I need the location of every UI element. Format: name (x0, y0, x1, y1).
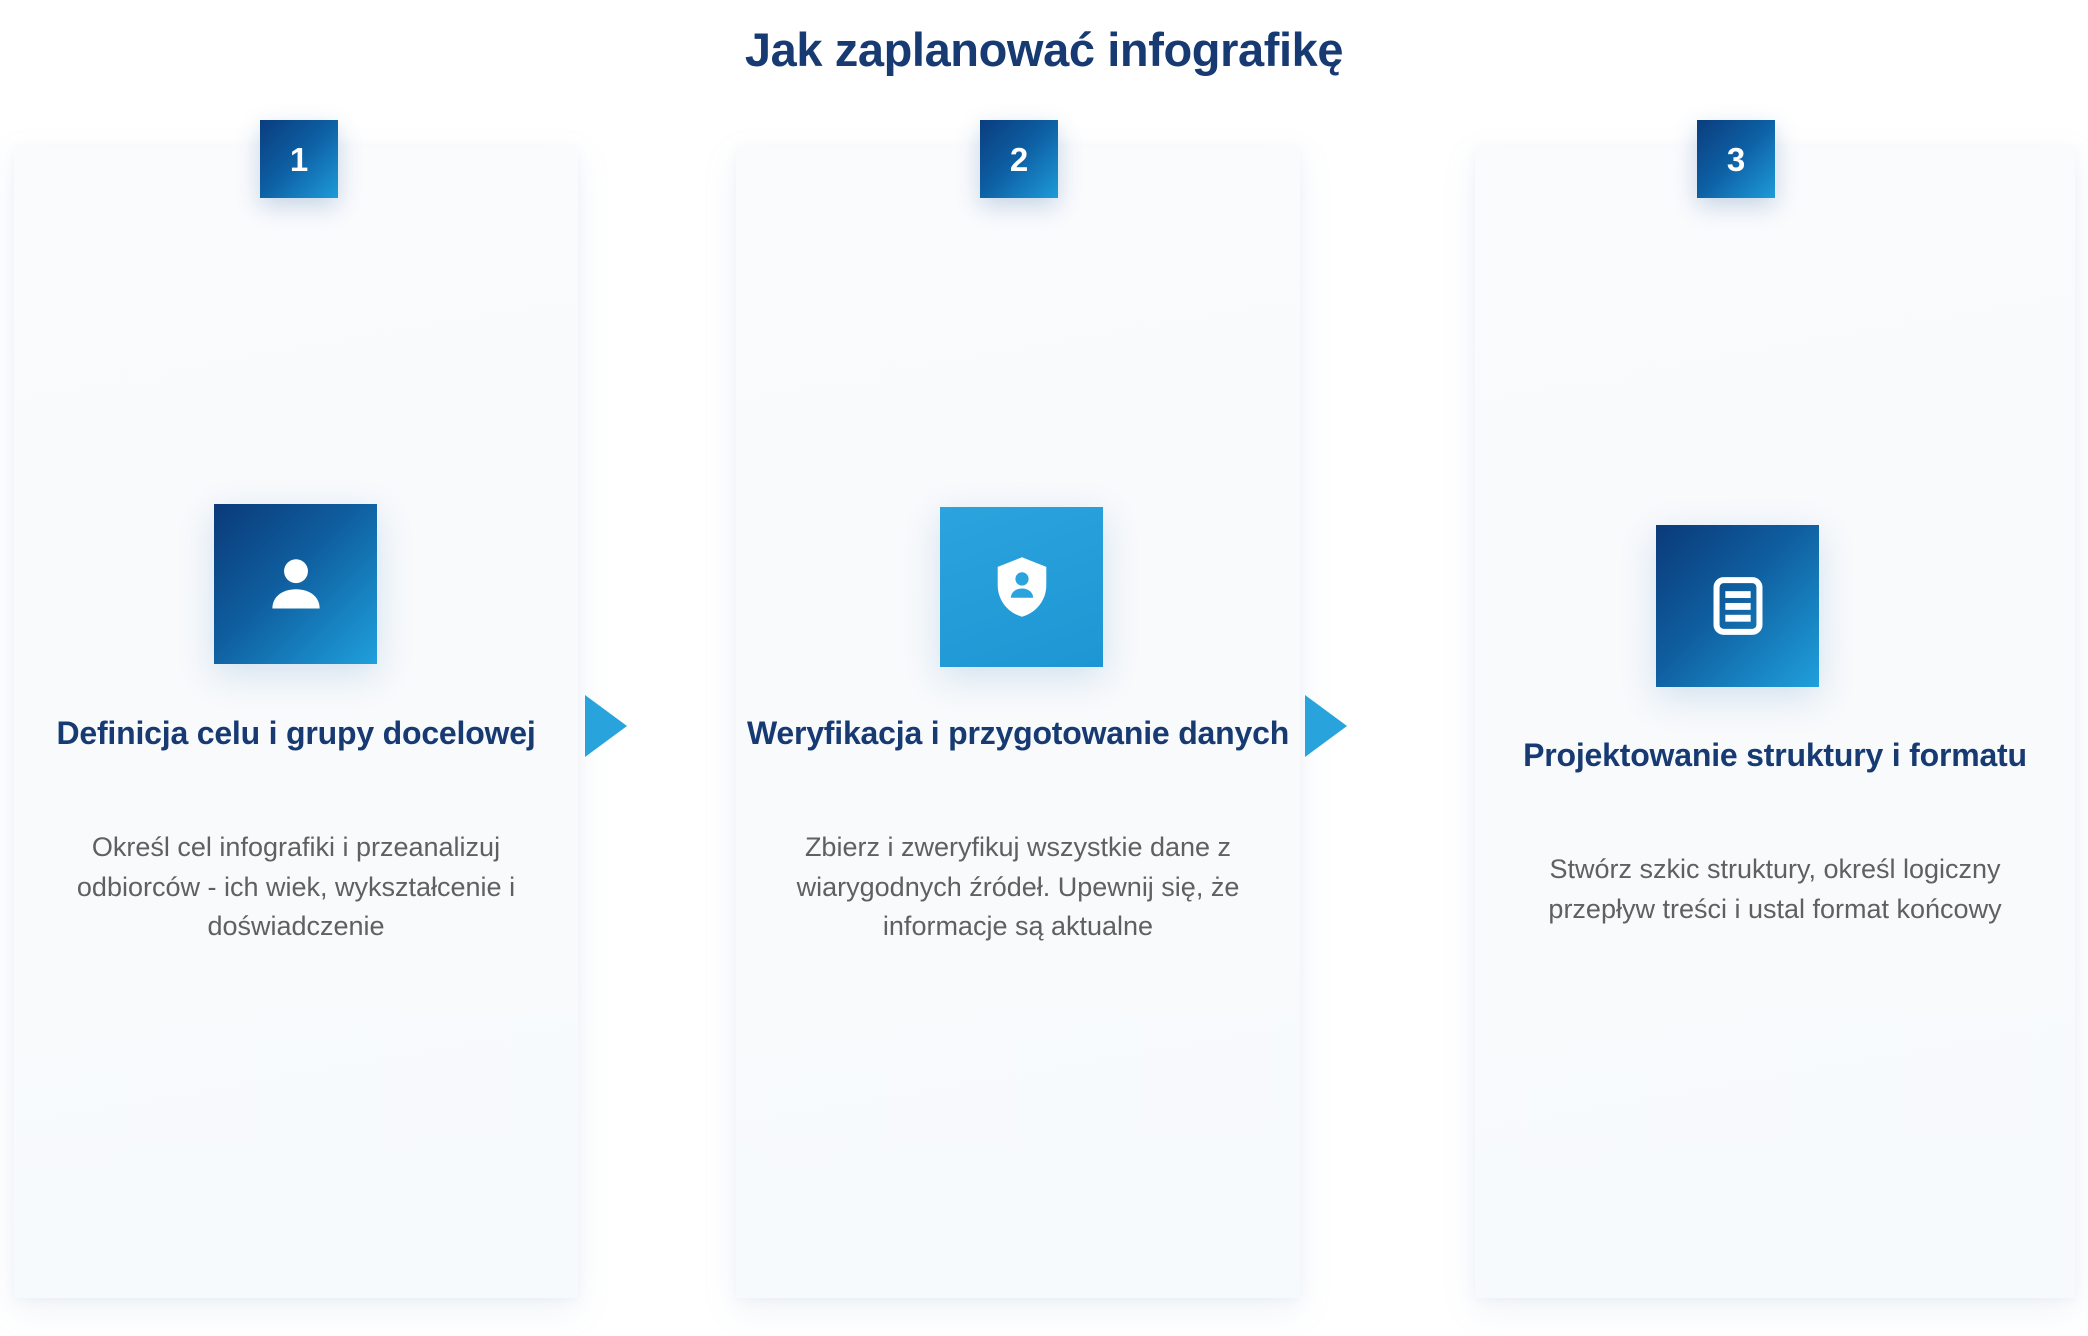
step-body-2: Zbierz i zweryfikuj wszystkie dane z wiarygodnych źródeł. Upewnij się, że informacje są aktualne (796, 832, 1240, 942)
step-number-badge-1 (260, 120, 338, 198)
step-number-badge-3 (1697, 120, 1775, 198)
step-number-badge-2 (980, 120, 1058, 198)
person-icon-tile (214, 504, 377, 664)
step-number-label: 2 (1009, 140, 1029, 178)
step-body-1: Określ cel infografiki i przeanalizuj odbiorców - ich wiek, wykształcenie i doświadczenie (76, 832, 516, 942)
document-lines-icon (1705, 573, 1771, 639)
document-lines-icon-tile (1656, 525, 1819, 687)
step-card-3 (1475, 146, 2075, 1298)
person-icon (261, 549, 331, 619)
step-number-label: 3 (1726, 140, 1746, 178)
shield-person-icon-tile (940, 507, 1103, 667)
step-heading-3: Projektowanie struktury i formatu (1523, 737, 2027, 773)
step-number-label: 1 (289, 140, 309, 178)
step-body-3: Stwórz szkic struktury, określ logiczny przepływ treści i ustal format końcowy (1548, 854, 2002, 924)
arrow-right-icon (1305, 695, 1347, 757)
step-heading-2: Weryfikacja i przygotowanie danych (746, 715, 1290, 751)
page-title: Jak zaplanować infografikę (744, 23, 1344, 76)
shield-person-icon (986, 551, 1058, 623)
arrow-right-icon (585, 695, 627, 757)
step-heading-1: Definicja celu i grupy docelowej (56, 715, 536, 751)
